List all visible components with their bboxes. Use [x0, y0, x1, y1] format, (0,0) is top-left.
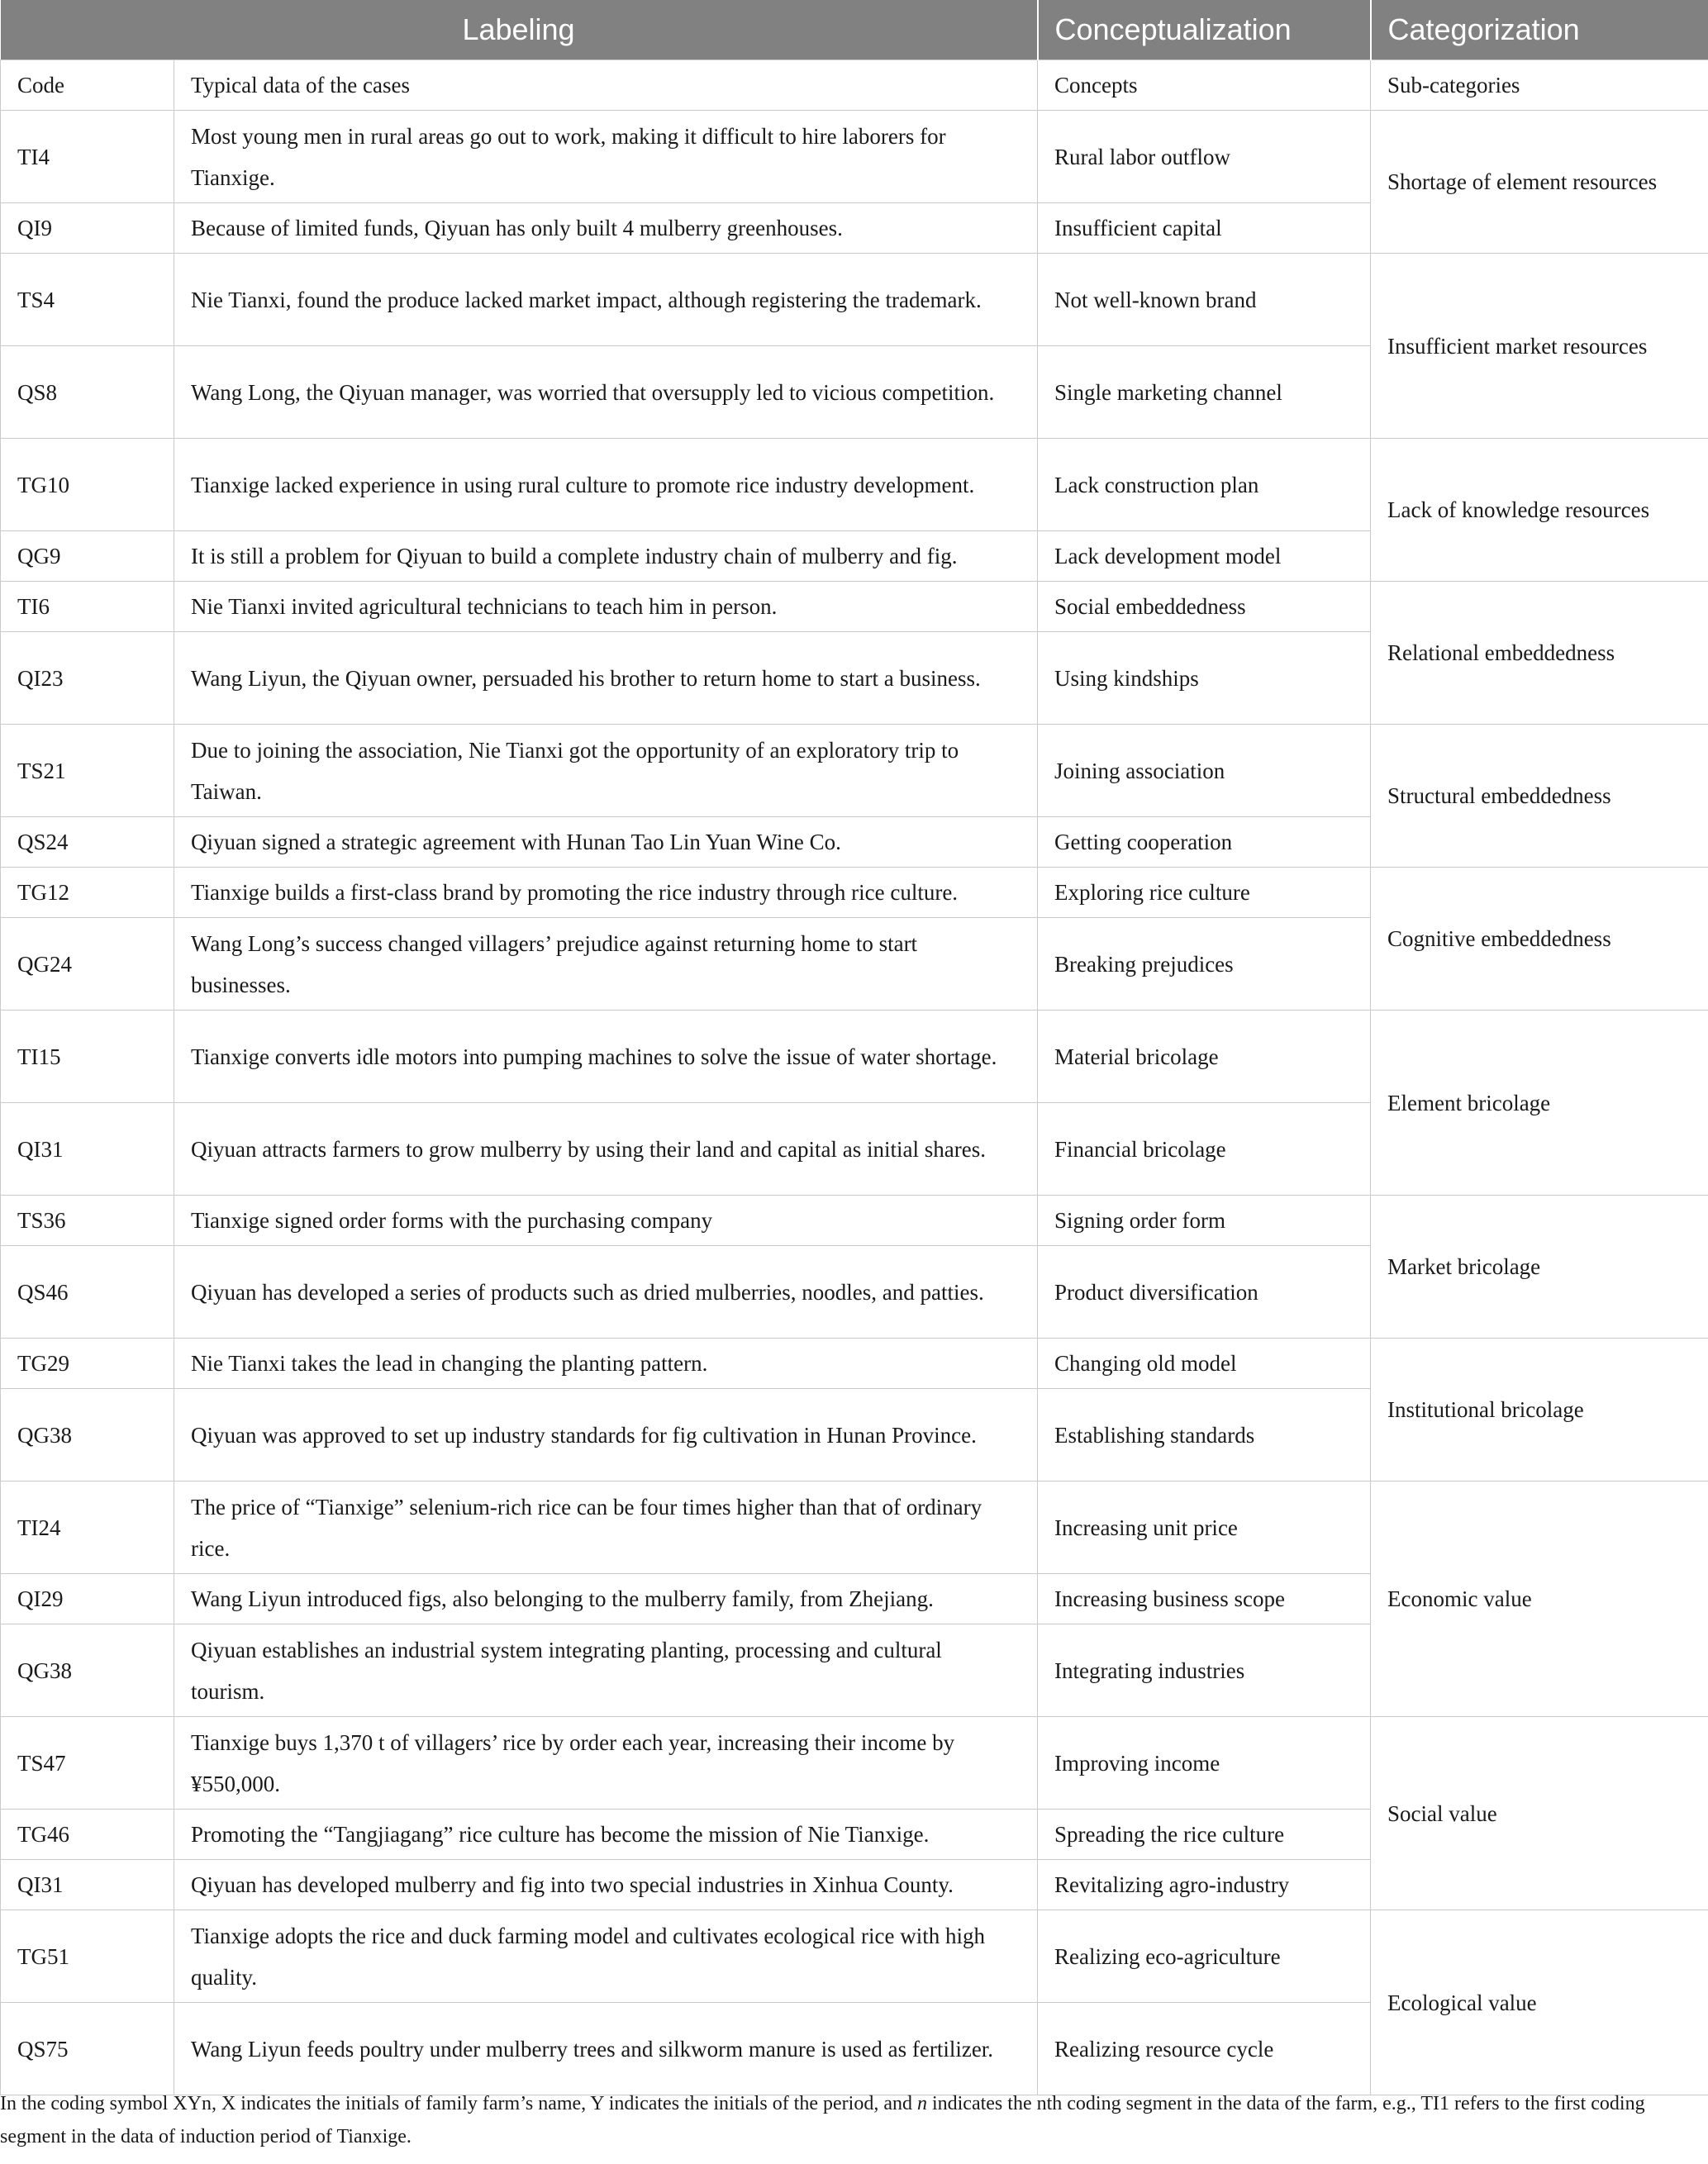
- typical-data-cell: Wang Liyun feeds poultry under mulberry trees and silkworm manure is used as fertilizer.: [174, 2003, 1038, 2095]
- code-cell: QS75: [1, 2003, 174, 2095]
- concept-cell: Material bricolage: [1038, 1011, 1371, 1103]
- concept-cell: Lack development model: [1038, 531, 1371, 582]
- sub-category-cell: Market bricolage: [1371, 1196, 1708, 1339]
- typical-data-cell: Qiyuan attracts farmers to grow mulberry by using their land and capital as initial shares.: [174, 1103, 1038, 1196]
- code-cell: TI6: [1, 582, 174, 632]
- concept-cell: Realizing eco-agriculture: [1038, 1910, 1371, 2003]
- sub-category-cell: Structural embeddedness: [1371, 725, 1708, 868]
- concept-cell: Breaking prejudices: [1038, 918, 1371, 1011]
- concept-cell: Financial bricolage: [1038, 1103, 1371, 1196]
- typical-data-cell: Qiyuan has developed a series of products such as dried mulberries, noodles, and patties.: [174, 1246, 1038, 1339]
- concept-cell: Revitalizing agro-industry: [1038, 1860, 1371, 1910]
- sub-category-cell: Element bricolage: [1371, 1011, 1708, 1196]
- typical-data-cell: Tianxige signed order forms with the purchasing company: [174, 1196, 1038, 1246]
- table-body: [1, 111, 1708, 2095]
- concept-cell: Product diversification: [1038, 1246, 1371, 1339]
- table-row: [1, 1482, 1708, 1574]
- subheader-typical-data: Typical data of the cases: [174, 60, 1038, 111]
- typical-data-cell: Nie Tianxi takes the lead in changing the planting pattern.: [174, 1339, 1038, 1389]
- typical-data-cell: Due to joining the association, Nie Tianxi got the opportunity of an exploratory trip to Taiwan.: [174, 725, 1038, 817]
- typical-data-cell: Qiyuan has developed mulberry and fig into two special industries in Xinhua County.: [174, 1860, 1038, 1910]
- table-row: [1, 582, 1708, 632]
- code-cell: TG46: [1, 1810, 174, 1860]
- typical-data-cell: Qiyuan was approved to set up industry standards for fig cultivation in Hunan Province.: [174, 1389, 1038, 1482]
- typical-data-cell: Wang Liyun introduced figs, also belonging to the mulberry family, from Zhejiang.: [174, 1574, 1038, 1624]
- sub-category-cell: Economic value: [1371, 1482, 1708, 1717]
- header-labeling: Labeling: [1, 0, 1038, 60]
- header-conceptualization: Conceptualization: [1038, 0, 1371, 60]
- sub-category-cell: Lack of knowledge resources: [1371, 439, 1708, 582]
- code-cell: QS8: [1, 346, 174, 439]
- concept-cell: Single marketing channel: [1038, 346, 1371, 439]
- table-row: [1, 1196, 1708, 1246]
- concept-cell: Not well-known brand: [1038, 254, 1371, 346]
- table-row: [1, 439, 1708, 531]
- code-cell: QS46: [1, 1246, 174, 1339]
- code-cell: QI31: [1, 1103, 174, 1196]
- concept-cell: Insufficient capital: [1038, 203, 1371, 254]
- typical-data-cell: Nie Tianxi, found the produce lacked market impact, although registering the trademark.: [174, 254, 1038, 346]
- typical-data-cell: Promoting the “Tangjiagang” rice culture has become the mission of Nie Tianxige.: [174, 1810, 1038, 1860]
- code-cell: QG24: [1, 918, 174, 1011]
- code-cell: TI4: [1, 111, 174, 203]
- table-row: [1, 1011, 1708, 1103]
- typical-data-cell: Qiyuan signed a strategic agreement with Hunan Tao Lin Yuan Wine Co.: [174, 817, 1038, 868]
- sub-category-cell: Shortage of element resources: [1371, 111, 1708, 254]
- code-cell: QI31: [1, 1860, 174, 1910]
- subheader-code: Code: [1, 60, 174, 111]
- code-cell: QG38: [1, 1624, 174, 1717]
- typical-data-cell: Nie Tianxi invited agricultural technicians to teach him in person.: [174, 582, 1038, 632]
- sub-category-cell: Cognitive embeddedness: [1371, 868, 1708, 1011]
- concept-cell: Increasing unit price: [1038, 1482, 1371, 1574]
- table-row: [1, 1910, 1708, 2003]
- code-cell: QS24: [1, 817, 174, 868]
- typical-data-cell: It is still a problem for Qiyuan to build a complete industry chain of mulberry and fig.: [174, 531, 1038, 582]
- table-row: [1, 1339, 1708, 1389]
- header-categorization: Categorization: [1371, 0, 1708, 60]
- code-cell: QG9: [1, 531, 174, 582]
- sub-category-cell: Social value: [1371, 1717, 1708, 1910]
- table-row: [1, 111, 1708, 203]
- concept-cell: Changing old model: [1038, 1339, 1371, 1389]
- concept-cell: Rural labor outflow: [1038, 111, 1371, 203]
- group-header-row: [1, 0, 1708, 60]
- concept-cell: Social embeddedness: [1038, 582, 1371, 632]
- code-cell: TS36: [1, 1196, 174, 1246]
- code-cell: QI29: [1, 1574, 174, 1624]
- typical-data-cell: Tianxige lacked experience in using rural culture to promote rice industry development.: [174, 439, 1038, 531]
- concept-cell: Increasing business scope: [1038, 1574, 1371, 1624]
- sub-category-cell: Insufficient market resources: [1371, 254, 1708, 439]
- sub-category-cell: Institutional bricolage: [1371, 1339, 1708, 1482]
- typical-data-cell: Wang Long’s success changed villagers’ prejudice against returning home to start businesses.: [174, 918, 1038, 1011]
- code-cell: TG12: [1, 868, 174, 918]
- typical-data-cell: Tianxige builds a first-class brand by promoting the rice industry through rice culture.: [174, 868, 1038, 918]
- code-cell: TG29: [1, 1339, 174, 1389]
- subheader-sub-categories: Sub-categories: [1371, 60, 1708, 111]
- code-cell: QI23: [1, 632, 174, 725]
- sub-category-cell: Relational embeddedness: [1371, 582, 1708, 725]
- table-row: [1, 1717, 1708, 1810]
- concept-cell: Realizing resource cycle: [1038, 2003, 1371, 2095]
- code-cell: TG10: [1, 439, 174, 531]
- typical-data-cell: Most young men in rural areas go out to work, making it difficult to hire laborers for Tianxige.: [174, 111, 1038, 203]
- code-cell: TI24: [1, 1482, 174, 1574]
- code-cell: TS21: [1, 725, 174, 817]
- code-cell: TG51: [1, 1910, 174, 2003]
- table-row: [1, 725, 1708, 817]
- footnote-part-1: In the coding symbol XYn, X indicates the initials of family farm’s name, Y indicates the initials of the period, and: [0, 2093, 917, 2114]
- code-cell: QG38: [1, 1389, 174, 1482]
- typical-data-cell: Because of limited funds, Qiyuan has only built 4 mulberry greenhouses.: [174, 203, 1038, 254]
- concept-cell: Exploring rice culture: [1038, 868, 1371, 918]
- footnote-part-2: indicates the nth coding segment in the data of the farm, e.g., TI1 refers to the first coding segment in the data of induction period of Tianxige.: [0, 2093, 1645, 2147]
- concept-cell: Integrating industries: [1038, 1624, 1371, 1717]
- typical-data-cell: Tianxige buys 1,370 t of villagers’ rice by order each year, increasing their income by ¥550,000.: [174, 1717, 1038, 1810]
- concept-cell: Joining association: [1038, 725, 1371, 817]
- sub-header-row: [1, 60, 1708, 111]
- typical-data-cell: Qiyuan establishes an industrial system integrating planting, processing and cultural tourism.: [174, 1624, 1038, 1717]
- concept-cell: Lack construction plan: [1038, 439, 1371, 531]
- typical-data-cell: Tianxige adopts the rice and duck farming model and cultivates ecological rice with high quality.: [174, 1910, 1038, 2003]
- typical-data-cell: The price of “Tianxige” selenium-rich rice can be four times higher than that of ordinary rice.: [174, 1482, 1038, 1574]
- concept-cell: Getting cooperation: [1038, 817, 1371, 868]
- typical-data-cell: Wang Long, the Qiyuan manager, was worried that oversupply led to vicious competition.: [174, 346, 1038, 439]
- code-cell: QI9: [1, 203, 174, 254]
- concept-cell: Establishing standards: [1038, 1389, 1371, 1482]
- concept-cell: Using kindships: [1038, 632, 1371, 725]
- code-cell: TS4: [1, 254, 174, 346]
- sub-category-cell: Ecological value: [1371, 1910, 1708, 2095]
- concept-cell: Signing order form: [1038, 1196, 1371, 1246]
- concept-cell: Improving income: [1038, 1717, 1371, 1810]
- code-cell: TI15: [1, 1011, 174, 1103]
- table-footnote: [0, 2087, 1708, 2153]
- table-row: [1, 868, 1708, 918]
- typical-data-cell: Wang Liyun, the Qiyuan owner, persuaded his brother to return home to start a business.: [174, 632, 1038, 725]
- footnote-n: n: [916, 2093, 927, 2114]
- concept-cell: Spreading the rice culture: [1038, 1810, 1371, 1860]
- typical-data-cell: Tianxige converts idle motors into pumping machines to solve the issue of water shortage.: [174, 1011, 1038, 1103]
- code-cell: TS47: [1, 1717, 174, 1810]
- table-row: [1, 254, 1708, 346]
- subheader-concepts: Concepts: [1038, 60, 1371, 111]
